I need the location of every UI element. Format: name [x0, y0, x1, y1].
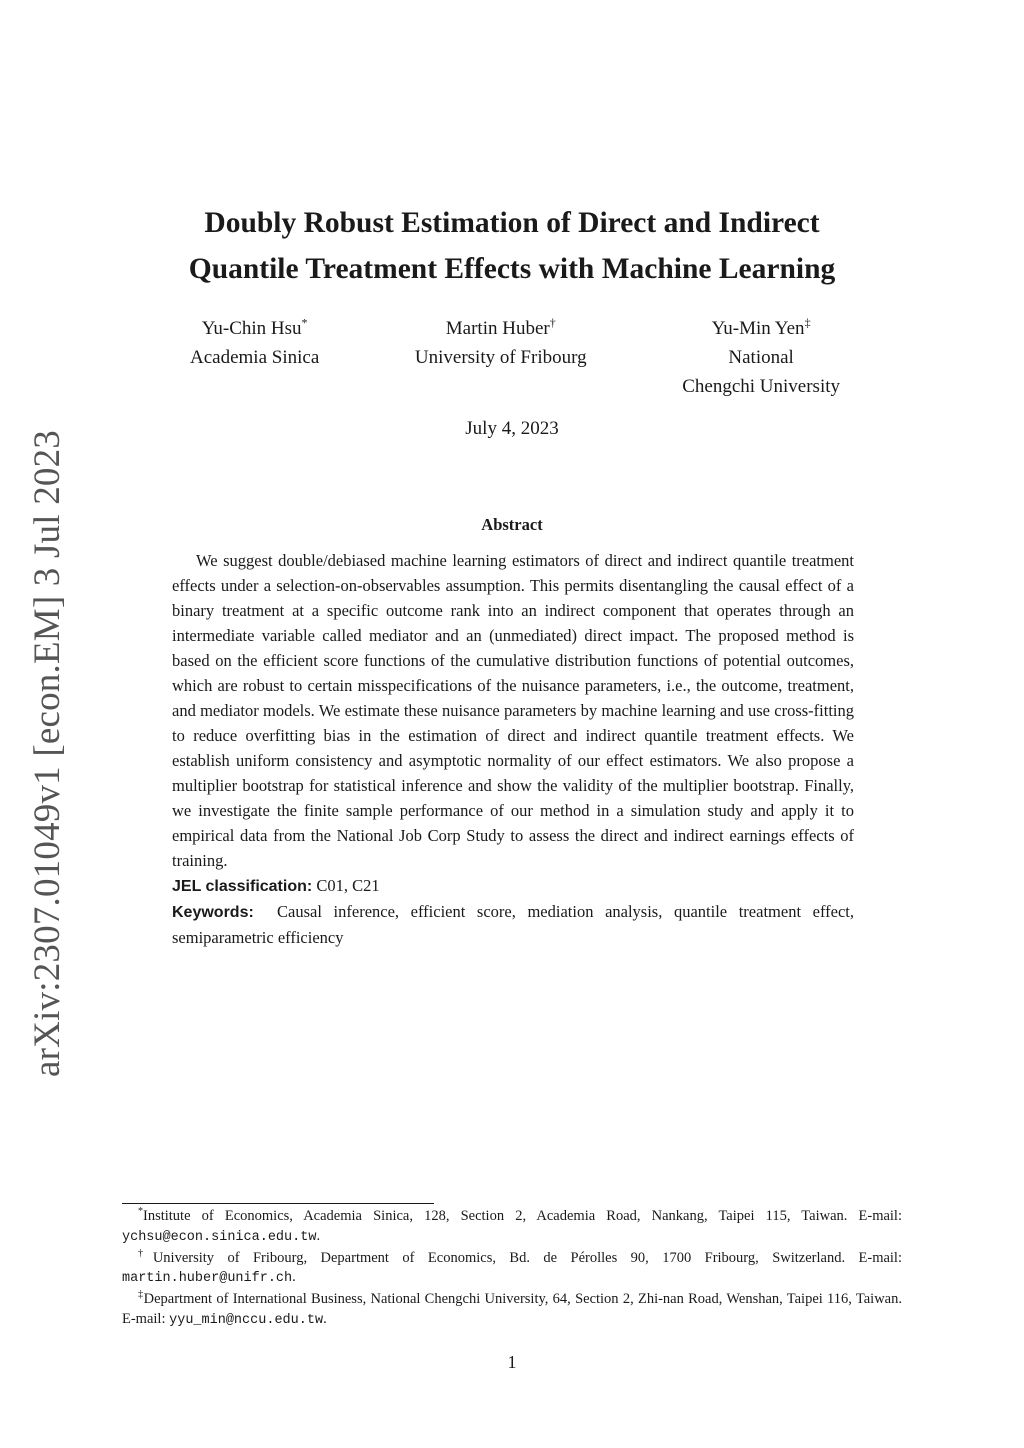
footnote-end: . [316, 1227, 321, 1244]
footnote-text: University of Fribourg, Department of Economics, Bd. de Pérolles 90, 1700 Fribourg, Switzerland. E-mail: [152, 1249, 902, 1266]
paper-title [100, 200, 924, 292]
footnote-mark: † [138, 1247, 153, 1259]
email-link[interactable]: ychsu@econ.sinica.edu.tw [122, 1229, 317, 1245]
abstract [172, 548, 854, 950]
email-link[interactable]: yyu_min@nccu.edu.tw [169, 1312, 324, 1328]
title-line-1: Doubly Robust Estimation of Direct and Indirect [204, 207, 820, 239]
paper-date: July 4, 2023 [465, 418, 559, 439]
author-name: Martin Huber [445, 318, 550, 339]
footnote-divider [122, 1203, 434, 1204]
author-block [190, 314, 840, 401]
footnote-mark: * [138, 1206, 143, 1218]
footnote-mark: † [549, 315, 556, 330]
author-1 [190, 314, 319, 401]
arxiv-side-stamp [22, 429, 72, 1077]
footnote-text: Department of International Business, National Chengchi University, 64, Section 2, Zhi-nan Road, Wenshan, Taipei 116, Taiwan. E-mail: [122, 1291, 902, 1327]
author-name: Yu-Chin Hsu [201, 318, 302, 339]
footnotes [122, 1207, 902, 1332]
footnote-end: . [323, 1310, 327, 1327]
author-2 [415, 314, 587, 401]
footnote-text: Institute of Economics, Academia Sinica, 128, Section 2, Academia Road, Nankang, Taipei 115, Taiwan. E-mail: [143, 1208, 902, 1224]
abstract-heading: Abstract [481, 515, 543, 534]
keywords [172, 899, 854, 950]
author-affiliation: Academia Sinica [190, 347, 320, 368]
footnote-mark: ‡ [804, 315, 811, 330]
jel-label: JEL classification: [172, 878, 313, 895]
footnote-1 [122, 1207, 902, 1247]
abstract-body: We suggest double/debiased machine learning estimators of direct and indirect quantile treatment effects under a selection-on-observables assumption. This permits disentangling the causal effect of a binary treatment at a specific outcome rank into an indirect component that operates through an intermediate variable called mediator and an (unmediated) direct impact. The proposed method is based on the efficient score functions of the cumulative distribution functions of potential outcomes, which are robust to certain misspecifications of the nuisance parameters, i.e., the outcome, treatment, and mediator models. We estimate these nuisance parameters by machine learning and use cross-fitting to reduce overfitting bias in the estimation of direct and indirect quantile treatment effects. We establish uniform consistency and asymptotic normality of our effect estimators. We also propose a multiplier bootstrap for statistical inference and show the validity of the multiplier bootstrap. Finally, we investigate the finite sample performance of our method in a simulation study and apply it to empirical data from the National Job Corp Study to assess the direct and indirect earnings effects of training. [172, 551, 854, 870]
keywords-label: Keywords: [172, 904, 254, 921]
footnote-mark: * [301, 315, 308, 330]
email-link[interactable]: martin.huber@unifr.ch [122, 1271, 293, 1286]
author-name: Yu-Min Yen [711, 318, 805, 339]
title-line-2: Quantile Treatment Effects with Machine Learning [188, 253, 836, 285]
footnote-mark: ‡ [138, 1289, 144, 1301]
author-3 [682, 314, 840, 401]
page-number: 1 [507, 1352, 517, 1372]
arxiv-identifier: arXiv:2307.01049v1 [econ.EM] 3 Jul 2023 [26, 429, 68, 1077]
keywords-value: Causal inference, efficient score, mediation analysis, quantile treatment effect, semiparametric efficiency [172, 902, 855, 947]
jel-value: C01, C21 [316, 876, 380, 895]
author-affiliation: University of Fribourg [414, 347, 587, 368]
jel-classification [172, 873, 854, 899]
footnote-end: . [292, 1269, 296, 1285]
footnote-2 [122, 1249, 902, 1289]
author-affiliation: National [728, 347, 794, 368]
footnote-3 [122, 1290, 902, 1330]
author-affiliation-line-2: Chengchi University [682, 376, 840, 397]
